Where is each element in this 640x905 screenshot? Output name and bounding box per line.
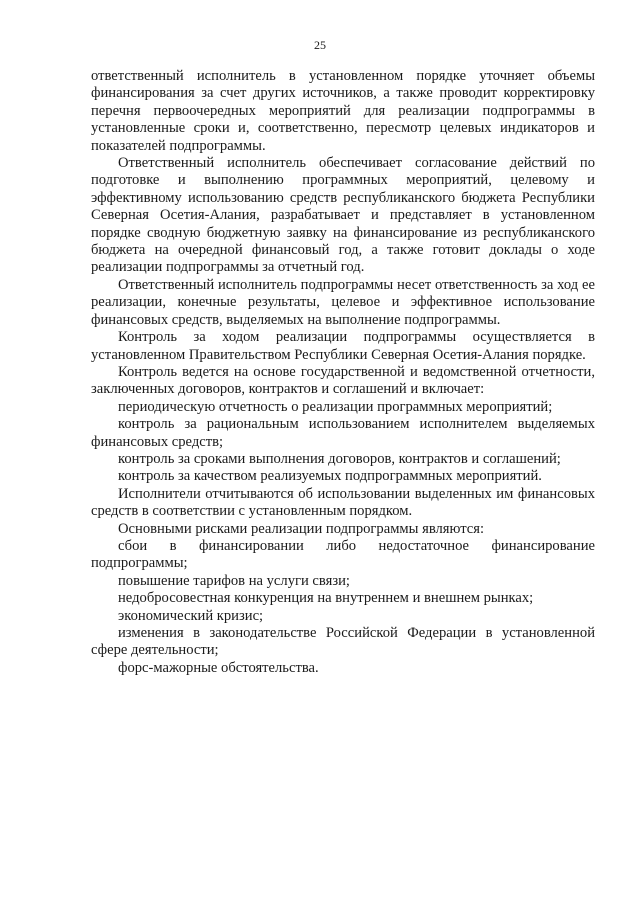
list-item: сбои в финансировании либо недостаточное финансирование подпрограммы; (91, 537, 595, 572)
paragraph: Основными рисками реализации подпрограммы являются: (118, 520, 485, 537)
document-body (91, 68, 595, 677)
paragraph: Ответственный исполнитель подпрограммы несет ответственность за ход ее реализации, конечные результаты, целевое и эффективное использование финансовых средств, выделяемых на выполнение подпрограммы. (91, 276, 595, 328)
list-item: экономический кризис; (118, 607, 264, 624)
list-item: форс-мажорные обстоятельства. (118, 659, 319, 676)
list-item: контроль за сроками выполнения договоров, контрактов и соглашений; (118, 450, 561, 467)
list-item: периодическую отчетность о реализации программных мероприятий; (118, 398, 553, 415)
paragraph: Исполнители отчитываются об использовании выделенных им финансовых средств в соответствии с установленным порядком. (91, 485, 595, 520)
paragraph: Ответственный исполнитель обеспечивает согласование действий по подготовке и выполнению программных мероприятий, целевому и эффективному использованию средств республиканского бюджета Республики Северная Осетия-Алания, разрабатывает и представляет в установленном порядке сводную бюджетную заявку на финансирование из республиканского бюджета на очередной финансовый год, а также готовит доклады о ходе реализации подпрограммы за отчетный год. (91, 155, 595, 276)
list-item: контроль за рациональным использованием исполнителем выделяемых финансовых средств; (91, 416, 595, 450)
paragraph: Контроль за ходом реализации подпрограммы осуществляется в установленном Правительством Республики Северная Осетия-Алания порядке. (91, 329, 595, 363)
list-item: контроль за качеством реализуемых подпрограммных мероприятий. (118, 468, 542, 485)
page-number: 25 (314, 38, 326, 52)
paragraph: ответственный исполнитель в установленном порядке уточняет объемы финансирования за счет других источников, а также проводит корректировку перечня первоочередных мероприятий для реализации подпрограммы в установленные сроки и, соответственно, пересмотр целевых индикаторов и показателей подпрограммы. (91, 68, 595, 154)
list-item: недобросовестная конкуренция на внутреннем и внешнем рынках; (118, 590, 534, 607)
list-item: изменения в законодательстве Российской Федерации в установленной сфере деятельности; (91, 625, 595, 659)
paragraph: Контроль ведется на основе государственной и ведомственной отчетности, заключенных договоров, контрактов и соглашений и включает: (91, 363, 595, 398)
list-item: повышение тарифов на услуги связи; (118, 572, 350, 589)
